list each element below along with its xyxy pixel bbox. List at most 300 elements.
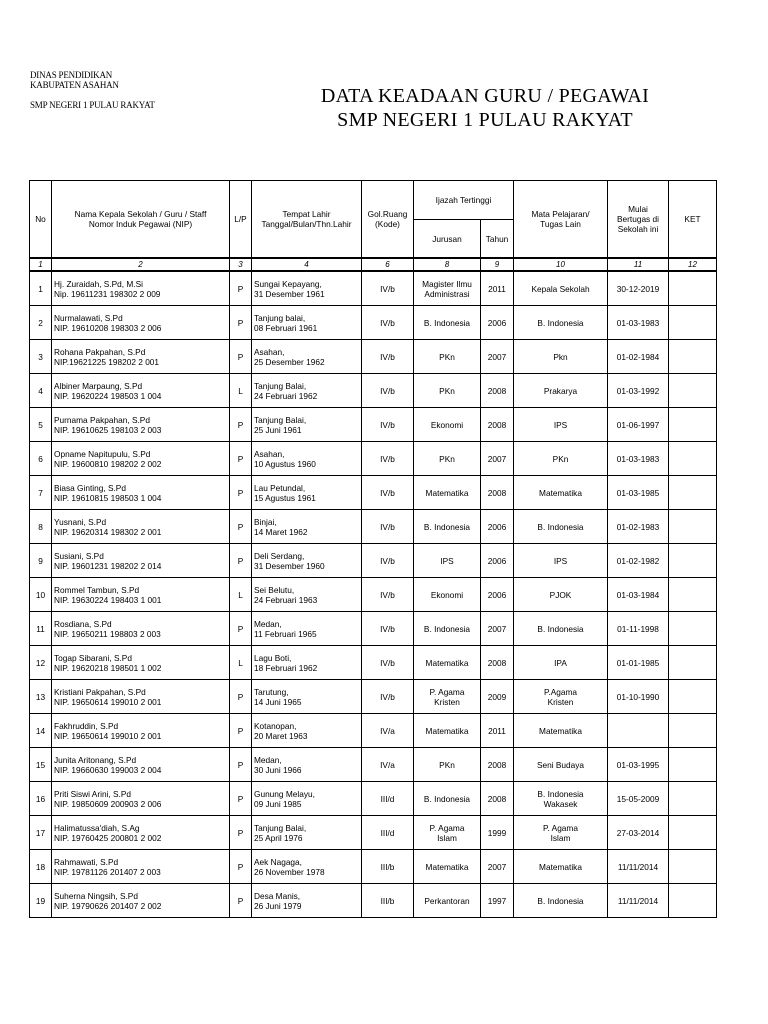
page-title-line1: DATA KEADAAN GURU / PEGAWAI xyxy=(320,85,650,107)
table-row xyxy=(30,408,717,442)
staff-nip: NIP. 19610815 198503 1 004 xyxy=(54,492,162,503)
mapel-line2: Wakasek xyxy=(543,798,578,809)
cell-ket xyxy=(669,816,717,850)
cell-ttl xyxy=(252,578,362,612)
cell-nama xyxy=(52,476,230,510)
cell-tahun: 2008 xyxy=(481,374,514,408)
birth-date: 25 Juni 1961 xyxy=(254,424,302,435)
table-row xyxy=(30,340,717,374)
cell-mulai: 01-06-1997 xyxy=(608,408,669,442)
staff-nip: NIP. 19630224 198403 1 001 xyxy=(54,594,162,605)
cell-lp: P xyxy=(230,340,252,374)
cell-tahun: 2007 xyxy=(481,340,514,374)
cell-mulai: 01-10-1990 xyxy=(608,680,669,714)
cell-mulai: 01-03-1983 xyxy=(608,442,669,476)
table-row xyxy=(30,680,717,714)
col-header-no: No xyxy=(30,181,52,259)
jurusan-line1: Matematika xyxy=(425,487,469,498)
table-row xyxy=(30,884,717,918)
cell-nama xyxy=(52,408,230,442)
staff-nip: NIP. 19601231 198202 2 014 xyxy=(54,560,162,571)
cell-jurusan xyxy=(414,680,481,714)
cell-jurusan xyxy=(414,408,481,442)
cell-ttl xyxy=(252,510,362,544)
jurusan-line1: IPS xyxy=(440,555,454,566)
staff-name: Rommel Tambun, S.Pd xyxy=(54,584,140,595)
birth-date: 18 Februari 1962 xyxy=(254,662,318,673)
cell-tahun: 2006 xyxy=(481,544,514,578)
cell-no: 13 xyxy=(30,680,52,714)
cell-no: 4 xyxy=(30,374,52,408)
col-header-gol: Gol.Ruang (Kode) xyxy=(362,181,414,259)
birth-place: Deli Serdang, xyxy=(254,550,305,561)
cell-jurusan xyxy=(414,476,481,510)
cell-lp: P xyxy=(230,816,252,850)
cell-ket xyxy=(669,612,717,646)
staff-nip: NIP. 19650614 199010 2 001 xyxy=(54,696,162,707)
cell-jurusan xyxy=(414,442,481,476)
staff-name: Biasa Ginting, S.Pd xyxy=(54,482,126,493)
cell-no: 1 xyxy=(30,271,52,306)
cell-gol: IV/b xyxy=(362,578,414,612)
cell-mulai: 27-03-2014 xyxy=(608,816,669,850)
staff-name: Suherna Ningsih, S.Pd xyxy=(54,890,138,901)
cell-no: 12 xyxy=(30,646,52,680)
cell-lp: P xyxy=(230,884,252,918)
cell-nama xyxy=(52,612,230,646)
cell-nama xyxy=(52,340,230,374)
cell-ttl xyxy=(252,442,362,476)
col-number: 10 xyxy=(514,258,608,271)
jurusan-line1: Ekonomi xyxy=(430,419,464,430)
page-title xyxy=(250,84,720,132)
birth-date: 09 Juni 1985 xyxy=(254,798,302,809)
col-header-nama: Nama Kepala Sekolah / Guru / Staff Nomor Induk Pegawai (NIP) xyxy=(52,181,230,259)
staff-table xyxy=(29,180,717,918)
mapel-line1: IPS xyxy=(553,555,568,566)
cell-no: 2 xyxy=(30,306,52,340)
cell-mulai: 01-03-1992 xyxy=(608,374,669,408)
birth-date: 14 Maret 1962 xyxy=(254,526,308,537)
cell-ttl xyxy=(252,476,362,510)
cell-gol: IV/b xyxy=(362,271,414,306)
cell-gol: IV/a xyxy=(362,714,414,748)
birth-date: 20 Maret 1963 xyxy=(254,730,308,741)
cell-ket xyxy=(669,578,717,612)
cell-ket xyxy=(669,782,717,816)
cell-gol: IV/b xyxy=(362,510,414,544)
table-row xyxy=(30,271,717,306)
col-header-tahun: Tahun xyxy=(481,220,514,259)
cell-nama xyxy=(52,748,230,782)
birth-date: 31 Desember 1960 xyxy=(254,560,325,571)
cell-gol: IV/b xyxy=(362,306,414,340)
birth-place: Desa Manis, xyxy=(254,890,301,901)
cell-mapel xyxy=(514,510,608,544)
cell-jurusan xyxy=(414,374,481,408)
jurusan-line1: B. Indonesia xyxy=(423,317,471,328)
birth-date: 25 April 1976 xyxy=(254,832,303,843)
birth-place: Binjai, xyxy=(254,516,277,527)
cell-tahun: 2007 xyxy=(481,850,514,884)
mapel-line1: Matematika xyxy=(539,861,582,872)
cell-tahun: 2007 xyxy=(481,442,514,476)
col-number: 2 xyxy=(52,258,230,271)
birth-place: Asahan, xyxy=(254,448,285,459)
staff-name: Halimatussa'diah, S.Ag xyxy=(54,822,140,833)
cell-lp: P xyxy=(230,850,252,884)
birth-date: 24 Februari 1962 xyxy=(254,390,318,401)
cell-no: 6 xyxy=(30,442,52,476)
birth-date: 24 Februari 1963 xyxy=(254,594,318,605)
staff-name: Susiani, S.Pd xyxy=(54,550,104,561)
mapel-line2: Kristen xyxy=(547,696,574,707)
mapel-line2: Islam xyxy=(550,832,571,843)
cell-ket xyxy=(669,408,717,442)
cell-nama xyxy=(52,782,230,816)
mapel-line1: Matematika xyxy=(539,487,582,498)
jurusan-line1: P. Agama xyxy=(429,822,465,833)
cell-nama xyxy=(52,442,230,476)
mapel-line1: P.Agama xyxy=(543,686,578,697)
page-title-line2: SMP NEGERI 1 PULAU RAKYAT xyxy=(337,109,633,131)
cell-gol: IV/b xyxy=(362,680,414,714)
birth-date: 11 Februari 1965 xyxy=(254,628,317,639)
col-header-ttl: Tempat Lahir Tanggal/Bulan/Thn.Lahir xyxy=(252,181,362,259)
table-row xyxy=(30,476,717,510)
cell-mulai: 01-11-1998 xyxy=(608,612,669,646)
cell-lp: P xyxy=(230,306,252,340)
cell-tahun: 1999 xyxy=(481,816,514,850)
birth-place: Asahan, xyxy=(254,346,285,357)
birth-place: Lau Petundal, xyxy=(254,482,306,493)
cell-ket xyxy=(669,340,717,374)
staff-nip: NIP. 19650614 199010 2 001 xyxy=(54,730,162,741)
cell-gol: III/b xyxy=(362,884,414,918)
cell-lp: P xyxy=(230,510,252,544)
mapel-line1: B. Indonesia xyxy=(537,623,584,634)
mapel-line1: Kepala Sekolah xyxy=(531,283,590,294)
cell-ttl xyxy=(252,816,362,850)
cell-jurusan xyxy=(414,646,481,680)
cell-gol: IV/b xyxy=(362,340,414,374)
cell-gol: IV/b xyxy=(362,544,414,578)
jurusan-line1: Magister Ilmu xyxy=(422,278,472,289)
staff-name: Nurmalawati, S.Pd xyxy=(54,312,123,323)
table-row xyxy=(30,714,717,748)
cell-nama xyxy=(52,714,230,748)
mapel-line1: Seni Budaya xyxy=(536,759,585,770)
cell-no: 11 xyxy=(30,612,52,646)
cell-mapel xyxy=(514,408,608,442)
birth-date: 31 Desember 1961 xyxy=(254,288,325,299)
staff-name: Junita Aritonang, S.Pd xyxy=(54,754,137,765)
staff-name: Togap Sibarani, S.Pd xyxy=(54,652,132,663)
cell-gol: III/b xyxy=(362,850,414,884)
cell-ttl xyxy=(252,408,362,442)
table-row xyxy=(30,646,717,680)
jurusan-line1: PKn xyxy=(439,351,455,362)
mapel-line1: PKn xyxy=(552,453,569,464)
jurusan-line1: Matematika xyxy=(425,725,469,736)
column-number-row xyxy=(30,258,717,271)
col-number: 12 xyxy=(669,258,717,271)
cell-gol: IV/b xyxy=(362,646,414,680)
cell-ttl xyxy=(252,374,362,408)
mapel-line1: B. Indonesia xyxy=(537,521,584,532)
mapel-line1: B. Indonesia xyxy=(537,895,584,906)
birth-place: Tarutung, xyxy=(254,686,289,697)
birth-place: Kotanopan, xyxy=(254,720,297,731)
birth-place: Aek Nagaga, xyxy=(254,856,302,867)
cell-no: 17 xyxy=(30,816,52,850)
cell-mapel xyxy=(514,544,608,578)
cell-ttl xyxy=(252,612,362,646)
cell-ttl xyxy=(252,271,362,306)
col-number: 4 xyxy=(252,258,362,271)
cell-nama xyxy=(52,816,230,850)
cell-ket xyxy=(669,510,717,544)
table-row xyxy=(30,442,717,476)
cell-no: 8 xyxy=(30,510,52,544)
staff-nip: NIP. 19660630 199003 2 004 xyxy=(54,764,162,775)
cell-no: 14 xyxy=(30,714,52,748)
org-department: DINAS PENDIDIKAN xyxy=(30,70,113,80)
cell-tahun: 2009 xyxy=(481,680,514,714)
birth-place: Tanjung Balai, xyxy=(254,380,307,391)
cell-mapel xyxy=(514,340,608,374)
cell-ttl xyxy=(252,884,362,918)
cell-mapel xyxy=(514,306,608,340)
mapel-line1: Prakarya xyxy=(543,385,578,396)
mapel-line1: IPA xyxy=(554,657,567,668)
jurusan-line1: Matematika xyxy=(425,861,469,872)
cell-mapel xyxy=(514,646,608,680)
jurusan-line1: Ekonomi xyxy=(430,589,464,600)
cell-ttl xyxy=(252,340,362,374)
birth-place: Gunung Melayu, xyxy=(254,788,315,799)
cell-mapel xyxy=(514,816,608,850)
col-number: 11 xyxy=(608,258,669,271)
cell-jurusan xyxy=(414,850,481,884)
cell-ket xyxy=(669,476,717,510)
staff-nip: NIP. 19650211 198803 2 003 xyxy=(54,628,161,639)
staff-nip: NIP. 19620218 198501 1 002 xyxy=(54,662,162,673)
mapel-line1: B. Indonesia xyxy=(537,788,584,799)
cell-mapel xyxy=(514,612,608,646)
cell-mulai: 01-03-1985 xyxy=(608,476,669,510)
cell-lp: P xyxy=(230,544,252,578)
jurusan-line1: B. Indonesia xyxy=(423,521,471,532)
cell-gol: IV/b xyxy=(362,374,414,408)
cell-mulai: 01-03-1983 xyxy=(608,306,669,340)
jurusan-line1: B. Indonesia xyxy=(423,623,471,634)
table-row xyxy=(30,782,717,816)
cell-lp: L xyxy=(230,646,252,680)
staff-nip: NIP. 19760425 200801 2 002 xyxy=(54,832,162,843)
birth-place: Tanjung Balai, xyxy=(254,822,307,833)
table-row xyxy=(30,612,717,646)
mapel-line1: PJOK xyxy=(549,589,572,600)
cell-jurusan xyxy=(414,271,481,306)
staff-nip: NIP. 19790626 201407 2 002 xyxy=(54,900,162,911)
cell-mapel xyxy=(514,782,608,816)
staff-name: Rohana Pakpahan, S.Pd xyxy=(54,346,146,357)
jurusan-line1: PKn xyxy=(439,759,455,770)
col-number: 1 xyxy=(30,258,52,271)
cell-jurusan xyxy=(414,884,481,918)
col-number: 6 xyxy=(362,258,414,271)
jurusan-line2: Administrasi xyxy=(424,288,470,299)
birth-date: 15 Agustus 1961 xyxy=(254,492,316,503)
cell-tahun: 1997 xyxy=(481,884,514,918)
cell-jurusan xyxy=(414,544,481,578)
staff-name: Kristiani Pakpahan, S.Pd xyxy=(54,686,146,697)
cell-jurusan xyxy=(414,510,481,544)
birth-date: 25 Desember 1962 xyxy=(254,356,325,367)
cell-tahun: 2008 xyxy=(481,782,514,816)
cell-mulai: 01-02-1983 xyxy=(608,510,669,544)
birth-place: Medan, xyxy=(254,754,282,765)
cell-lp: P xyxy=(230,612,252,646)
cell-ttl xyxy=(252,850,362,884)
cell-mapel xyxy=(514,578,608,612)
cell-mapel xyxy=(514,680,608,714)
mapel-line1: Matematika xyxy=(539,725,582,736)
birth-date: 26 November 1978 xyxy=(254,866,325,877)
cell-mulai: 01-02-1984 xyxy=(608,340,669,374)
jurusan-line1: B. Indonesia xyxy=(423,793,471,804)
cell-no: 16 xyxy=(30,782,52,816)
cell-tahun: 2008 xyxy=(481,748,514,782)
table-row xyxy=(30,306,717,340)
cell-mapel xyxy=(514,476,608,510)
cell-ket xyxy=(669,306,717,340)
cell-ket xyxy=(669,680,717,714)
cell-gol: IV/a xyxy=(362,748,414,782)
cell-nama xyxy=(52,271,230,306)
cell-tahun: 2007 xyxy=(481,612,514,646)
cell-mulai xyxy=(608,714,669,748)
table-row xyxy=(30,748,717,782)
staff-nip: NIP.19621225 198202 2 001 xyxy=(54,356,160,367)
cell-ket xyxy=(669,714,717,748)
cell-ket xyxy=(669,442,717,476)
staff-name: Rosdiana, S.Pd xyxy=(54,618,112,629)
cell-tahun: 2006 xyxy=(481,510,514,544)
cell-nama xyxy=(52,850,230,884)
org-regency: KABUPATEN ASAHAN xyxy=(30,80,119,90)
cell-gol: IV/b xyxy=(362,476,414,510)
staff-name: Opname Napitupulu, S.Pd xyxy=(54,448,151,459)
cell-mulai: 30-12-2019 xyxy=(608,271,669,306)
cell-ket xyxy=(669,271,717,306)
cell-lp: P xyxy=(230,442,252,476)
cell-ket xyxy=(669,374,717,408)
birth-date: 26 Juni 1979 xyxy=(254,900,302,911)
cell-mulai: 01-02-1982 xyxy=(608,544,669,578)
mapel-line1: IPS xyxy=(553,419,568,430)
cell-tahun: 2011 xyxy=(481,271,514,306)
cell-jurusan xyxy=(414,306,481,340)
staff-nip: NIP. 19620314 198302 2 001 xyxy=(54,526,162,537)
cell-lp: P xyxy=(230,476,252,510)
jurusan-line1: P. Agama xyxy=(429,686,465,697)
cell-jurusan xyxy=(414,714,481,748)
jurusan-line1: PKn xyxy=(439,453,455,464)
cell-mulai: 15-05-2009 xyxy=(608,782,669,816)
cell-nama xyxy=(52,544,230,578)
col-number: 3 xyxy=(230,258,252,271)
birth-date: 14 Juni 1965 xyxy=(254,696,302,707)
mapel-line1: B. Indonesia xyxy=(537,317,584,328)
table-row xyxy=(30,510,717,544)
birth-place: Tanjung Balai, xyxy=(254,414,307,425)
cell-lp: P xyxy=(230,782,252,816)
staff-name: Rahmawati, S.Pd xyxy=(54,856,119,867)
staff-nip: NIP. 19610208 198303 2 006 xyxy=(54,322,162,333)
cell-mapel xyxy=(514,442,608,476)
jurusan-line1: Matematika xyxy=(425,657,469,668)
cell-tahun: 2008 xyxy=(481,646,514,680)
cell-mapel xyxy=(514,714,608,748)
staff-nip: NIP. 19610625 198103 2 003 xyxy=(54,424,162,435)
cell-no: 19 xyxy=(30,884,52,918)
jurusan-line2: Islam xyxy=(437,832,457,843)
jurusan-line1: PKn xyxy=(439,385,455,396)
org-school: SMP NEGERI 1 PULAU RAKYAT xyxy=(30,100,155,110)
table-row xyxy=(30,374,717,408)
cell-jurusan xyxy=(414,340,481,374)
cell-lp: P xyxy=(230,680,252,714)
cell-mapel xyxy=(514,884,608,918)
cell-ket xyxy=(669,748,717,782)
cell-gol: IV/b xyxy=(362,408,414,442)
staff-nip: NIP. 19600810 198202 2 002 xyxy=(54,458,162,469)
cell-jurusan xyxy=(414,578,481,612)
staff-name: Purnama Pakpahan, S.Pd xyxy=(54,414,150,425)
cell-jurusan xyxy=(414,816,481,850)
cell-lp: P xyxy=(230,714,252,748)
jurusan-line1: Perkantoran xyxy=(424,895,470,906)
cell-no: 5 xyxy=(30,408,52,442)
cell-no: 18 xyxy=(30,850,52,884)
cell-mapel xyxy=(514,850,608,884)
cell-mulai: 01-03-1984 xyxy=(608,578,669,612)
cell-no: 3 xyxy=(30,340,52,374)
cell-mapel xyxy=(514,374,608,408)
cell-lp: L xyxy=(230,578,252,612)
cell-ket xyxy=(669,544,717,578)
cell-nama xyxy=(52,884,230,918)
birth-place: Medan, xyxy=(254,618,282,629)
birth-place: Sei Belutu, xyxy=(254,584,295,595)
cell-mulai: 01-03-1995 xyxy=(608,748,669,782)
staff-rows xyxy=(30,271,717,918)
cell-no: 10 xyxy=(30,578,52,612)
cell-gol: III/d xyxy=(362,816,414,850)
cell-jurusan xyxy=(414,782,481,816)
staff-name: Fakhruddin, S.Pd xyxy=(54,720,119,731)
col-header-ijazah: Ijazah Tertinggi xyxy=(414,181,514,220)
staff-nip: NIP. 19850609 200903 2 006 xyxy=(54,798,162,809)
cell-ket xyxy=(669,646,717,680)
cell-nama xyxy=(52,578,230,612)
cell-nama xyxy=(52,306,230,340)
cell-ttl xyxy=(252,782,362,816)
cell-tahun: 2006 xyxy=(481,578,514,612)
cell-mulai: 11/11/2014 xyxy=(608,850,669,884)
